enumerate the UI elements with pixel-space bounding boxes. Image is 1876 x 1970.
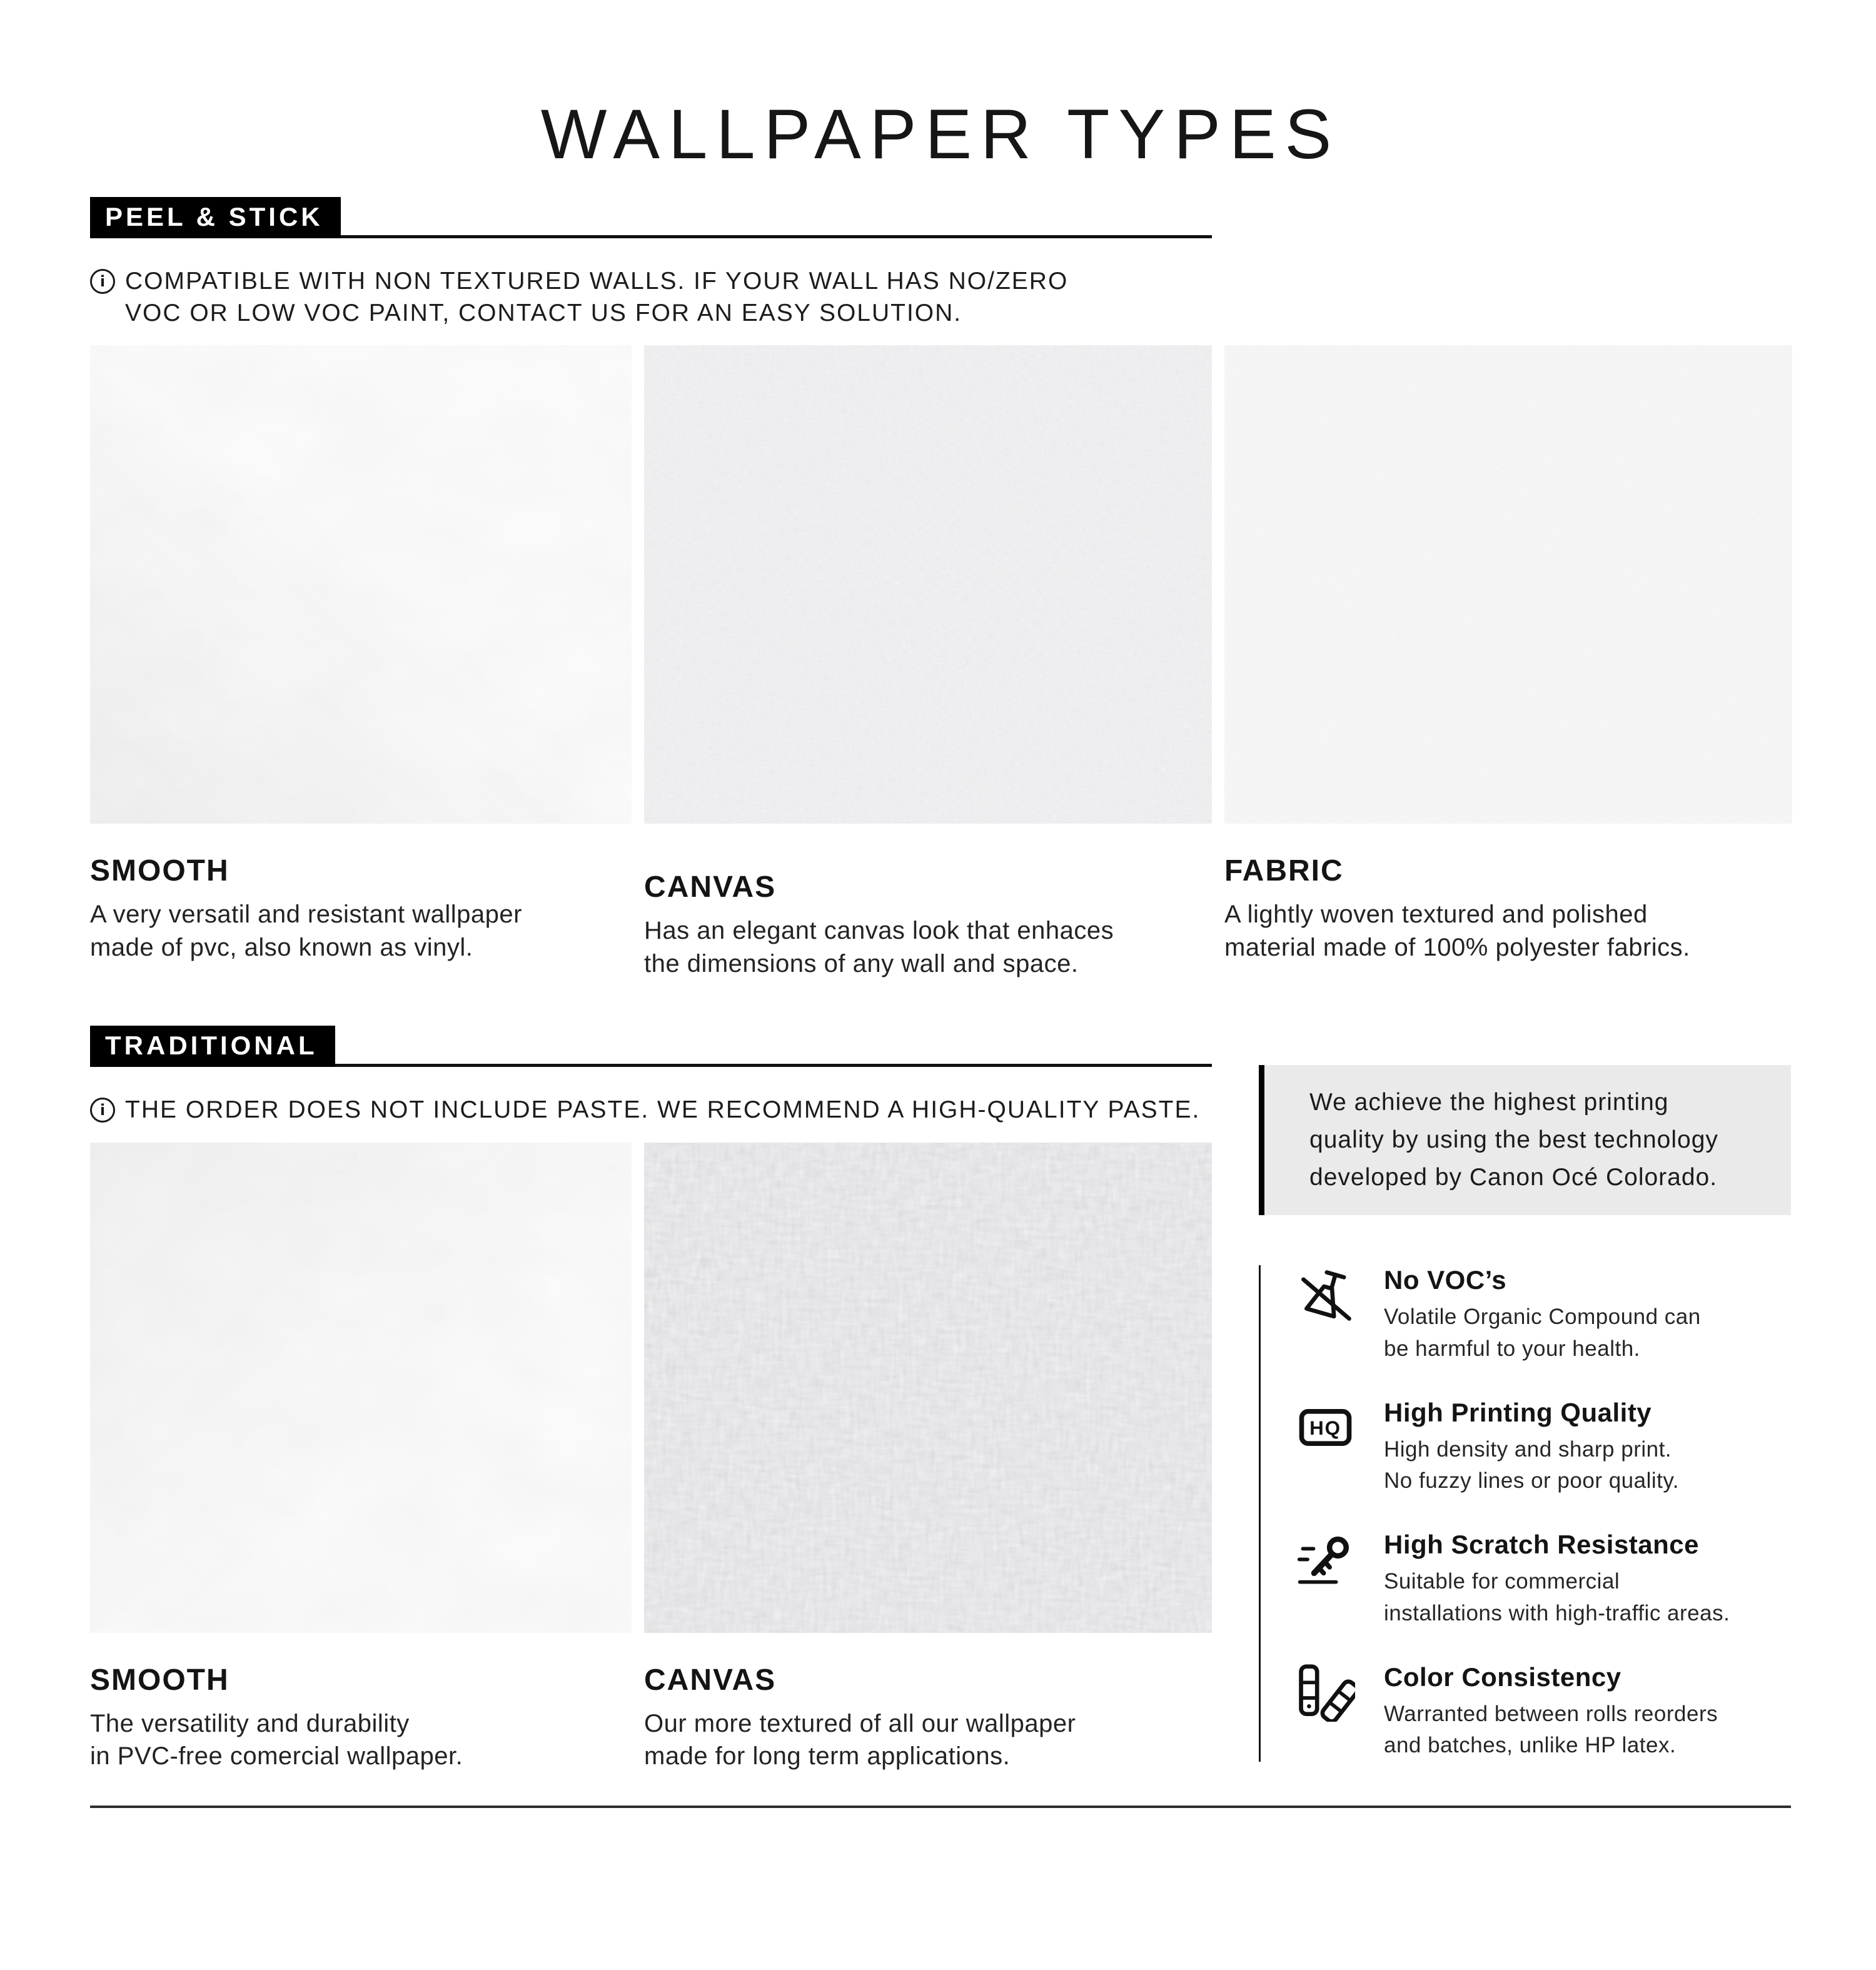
info-icon: i bbox=[90, 269, 115, 294]
section-peel-stick bbox=[90, 197, 1791, 981]
info-icon: i bbox=[90, 1098, 115, 1123]
burlap-canvas-texture-photo bbox=[644, 1143, 1212, 1633]
desc-line: A lightly woven textured and polished bbox=[1224, 901, 1648, 929]
type-caption bbox=[1224, 854, 1792, 964]
peel-stick-badge: PEEL & STICK bbox=[90, 197, 341, 238]
desc-line: Our more textured of all our wallpaper bbox=[644, 1709, 1076, 1737]
quote-line: quality by using the best technology bbox=[1309, 1126, 1718, 1154]
quality-panel bbox=[1259, 1026, 1791, 1773]
page-title: WALLPAPER TYPES bbox=[540, 95, 1341, 173]
feature-title: High Printing Quality bbox=[1384, 1397, 1652, 1427]
type-description bbox=[644, 914, 1212, 981]
desc-line: No fuzzy lines or poor quality. bbox=[1384, 1468, 1680, 1493]
traditional-swatch-grid bbox=[90, 1143, 1212, 1774]
desc-line: Suitable for commercial bbox=[1384, 1569, 1620, 1594]
desc-line: made of pvc, also known as vinyl. bbox=[90, 934, 473, 962]
section-header-peel-stick bbox=[90, 197, 1212, 238]
section-rule bbox=[335, 1064, 1212, 1067]
type-title: FABRIC bbox=[1224, 854, 1344, 888]
desc-line: Warranted between rolls reorders bbox=[1384, 1701, 1718, 1726]
type-card-canvas bbox=[644, 345, 1212, 981]
feature-title: Color Consistency bbox=[1384, 1662, 1621, 1692]
feature-color-consistency bbox=[1296, 1662, 1791, 1762]
flask-crossed-icon bbox=[1296, 1265, 1355, 1325]
type-caption bbox=[90, 854, 632, 964]
quote-line: We achieve the highest printing bbox=[1309, 1088, 1669, 1116]
type-card-smooth bbox=[90, 345, 632, 981]
type-caption bbox=[90, 1663, 632, 1774]
printing-quality-quote bbox=[1259, 1065, 1791, 1215]
type-card-smooth bbox=[90, 1143, 632, 1774]
burlap-texture-svg bbox=[644, 1143, 1212, 1633]
section-header-traditional bbox=[90, 1026, 1212, 1067]
key-motion-icon bbox=[1296, 1530, 1355, 1589]
desc-line: High density and sharp print. bbox=[1384, 1437, 1672, 1462]
type-caption bbox=[644, 870, 1212, 981]
desc-line: Volatile Organic Compound can bbox=[1384, 1305, 1701, 1330]
feature-no-vocs bbox=[1296, 1265, 1791, 1365]
type-caption bbox=[644, 1663, 1212, 1774]
peel-stick-swatch-grid bbox=[90, 345, 1791, 981]
canvas-texture-photo bbox=[644, 345, 1212, 824]
quote-line: developed by Canon Océ Colorado. bbox=[1309, 1164, 1718, 1191]
feature-description bbox=[1384, 1434, 1679, 1498]
wallpaper-types-sheet bbox=[0, 94, 1876, 1808]
note-line: COMPATIBLE WITH NON TEXTURED WALLS. IF YOUR WALL HAS NO/ZERO bbox=[125, 268, 1069, 295]
smooth-texture-photo bbox=[90, 1143, 632, 1633]
type-description bbox=[90, 898, 632, 964]
type-card-fabric bbox=[1224, 345, 1792, 981]
traditional-note bbox=[90, 1094, 1212, 1126]
desc-line: and batches, unlike HP latex. bbox=[1384, 1733, 1677, 1758]
bottom-area bbox=[90, 1026, 1791, 1773]
peel-stick-note bbox=[90, 266, 1791, 329]
color-swatches-icon bbox=[1296, 1662, 1355, 1722]
type-description bbox=[90, 1707, 632, 1774]
feature-text bbox=[1384, 1530, 1730, 1630]
feature-list bbox=[1259, 1265, 1791, 1762]
feature-high-printing-quality bbox=[1296, 1398, 1791, 1498]
note-text bbox=[125, 266, 1068, 329]
section-rule bbox=[341, 235, 1212, 238]
fabric-texture-svg bbox=[1224, 345, 1792, 824]
type-card-canvas bbox=[644, 1143, 1212, 1774]
desc-line: the dimensions of any wall and space. bbox=[644, 950, 1079, 978]
feature-text bbox=[1384, 1265, 1701, 1365]
smooth-texture-svg bbox=[90, 1143, 632, 1633]
note-line: VOC OR LOW VOC PAINT, CONTACT US FOR AN EASY SOLUTION. bbox=[125, 299, 962, 326]
note-text bbox=[125, 1094, 1200, 1126]
section-traditional bbox=[90, 1026, 1212, 1773]
feature-description bbox=[1384, 1301, 1701, 1365]
traditional-badge: TRADITIONAL bbox=[90, 1026, 335, 1067]
desc-line: made for long term applications. bbox=[644, 1742, 1011, 1770]
type-description bbox=[644, 1707, 1212, 1774]
feature-description bbox=[1384, 1699, 1718, 1762]
smooth-texture-photo bbox=[90, 345, 632, 824]
footer-rule bbox=[90, 1806, 1791, 1808]
desc-line: in PVC-free comercial wallpaper. bbox=[90, 1742, 463, 1770]
feature-text bbox=[1384, 1662, 1718, 1762]
desc-line: installations with high-traffic areas. bbox=[1384, 1600, 1730, 1625]
desc-line: The versatility and durability bbox=[90, 1709, 410, 1737]
type-title: CANVAS bbox=[644, 871, 777, 904]
smooth-texture-svg bbox=[90, 345, 632, 824]
hq-badge-icon bbox=[1296, 1398, 1355, 1457]
type-description bbox=[1224, 898, 1792, 964]
feature-title: High Scratch Resistance bbox=[1384, 1530, 1700, 1560]
type-title: SMOOTH bbox=[90, 1663, 229, 1697]
canvas-texture-svg bbox=[644, 345, 1212, 824]
feature-high-scratch-resistance bbox=[1296, 1530, 1791, 1630]
desc-line: Has an elegant canvas look that enhaces bbox=[644, 917, 1114, 945]
hq-icon-label: HQ bbox=[1309, 1417, 1341, 1439]
feature-description bbox=[1384, 1566, 1730, 1630]
desc-line: be harmful to your health. bbox=[1384, 1336, 1640, 1361]
note-line: THE ORDER DOES NOT INCLUDE PASTE. WE RECOMMEND A HIGH-QUALITY PASTE. bbox=[125, 1096, 1201, 1123]
fabric-texture-photo bbox=[1224, 345, 1792, 824]
feature-text bbox=[1384, 1398, 1679, 1498]
desc-line: material made of 100% polyester fabrics. bbox=[1224, 934, 1690, 962]
desc-line: A very versatil and resistant wallpaper bbox=[90, 901, 522, 929]
type-title: SMOOTH bbox=[90, 854, 229, 888]
type-title: CANVAS bbox=[644, 1663, 777, 1697]
feature-title: No VOC’s bbox=[1384, 1265, 1507, 1295]
